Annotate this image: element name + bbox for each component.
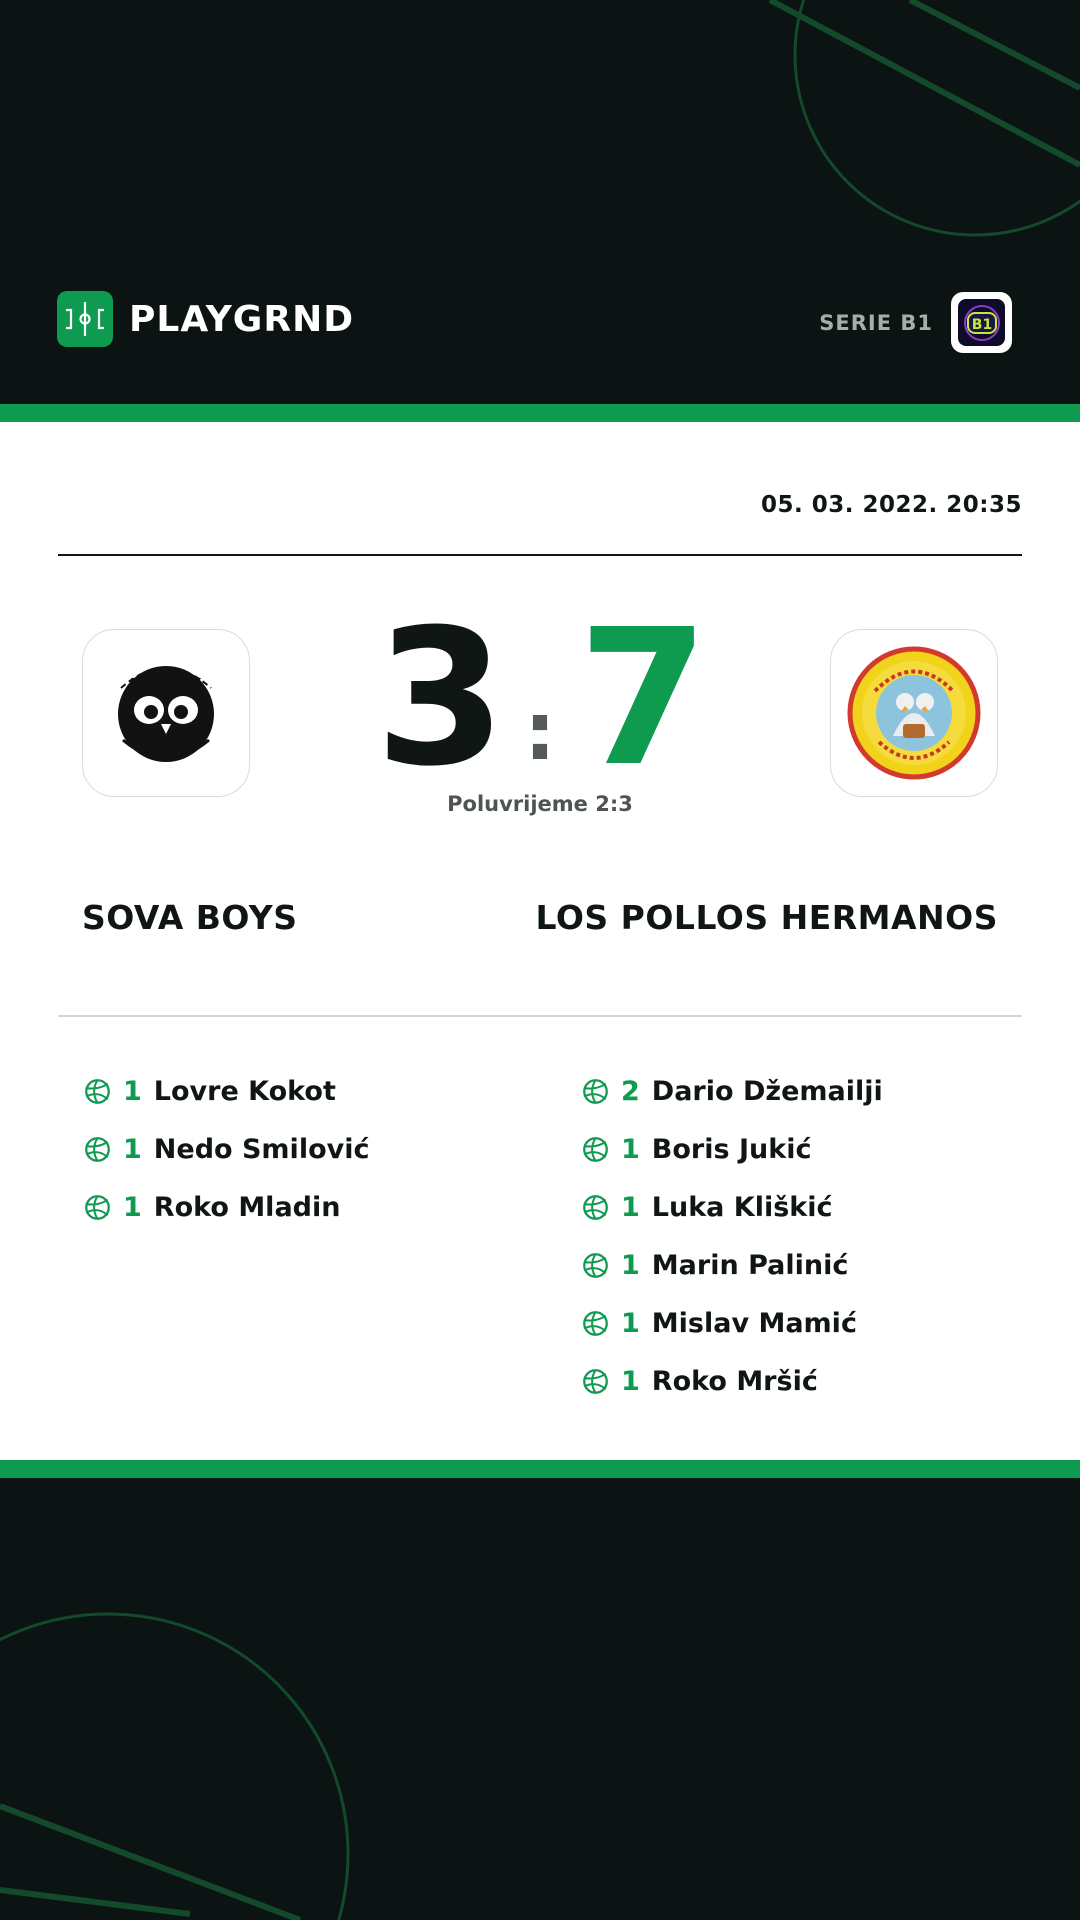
scorer-name: Dario Džemailji (651, 1075, 883, 1107)
ball-icon (582, 1368, 609, 1395)
scorer-item (582, 1062, 883, 1120)
scorer-item (582, 1294, 883, 1352)
away-team-logo (830, 629, 998, 797)
ball-icon (84, 1136, 111, 1163)
away-scorers-list (582, 1062, 883, 1410)
ball-icon (582, 1078, 609, 1105)
score-separator: : (524, 685, 556, 778)
away-team-name: LOS POLLOS HERMANOS (535, 898, 998, 937)
scorer-name: Marin Palinić (651, 1249, 849, 1281)
ball-icon (582, 1136, 609, 1163)
divider (58, 1015, 1022, 1017)
halftime-score: Poluvrijeme 2:3 (447, 792, 633, 816)
goal-count: 1 (621, 1307, 640, 1339)
match-card (0, 422, 1080, 1460)
ball-icon (84, 1194, 111, 1221)
match-datetime: 05. 03. 2022. 20:35 (761, 492, 1022, 518)
goal-count: 1 (123, 1133, 142, 1165)
home-scorers-list (84, 1062, 369, 1236)
scorer-item (582, 1120, 883, 1178)
home-team-name: SOVA BOYS (82, 898, 298, 937)
league-name: SERIE B1 (819, 310, 933, 335)
ball-icon (582, 1310, 609, 1337)
brand (57, 291, 354, 347)
ball-icon (582, 1252, 609, 1279)
goal-count: 2 (621, 1075, 640, 1107)
scorer-name: Nedo Smilović (153, 1133, 370, 1165)
league-badge-text: B1 (971, 316, 992, 333)
goal-count: 1 (621, 1191, 640, 1223)
goal-count: 1 (123, 1191, 142, 1223)
scorer-name: Lovre Kokot (153, 1075, 336, 1107)
scorer-name: Roko Mršić (651, 1365, 818, 1397)
scorer-item (84, 1120, 369, 1178)
ball-icon (84, 1078, 111, 1105)
scorer-item (84, 1178, 369, 1236)
scorer-name: Luka Kliškić (651, 1191, 833, 1223)
goal-count: 1 (621, 1365, 640, 1397)
home-score: 3 (375, 589, 502, 808)
pitch-icon (57, 291, 113, 347)
brand-name: PLAYGRND (129, 298, 355, 340)
divider (58, 554, 1022, 556)
accent-stripe-bottom (0, 1460, 1080, 1478)
scorer-name: Roko Mladin (153, 1191, 341, 1223)
scorer-item (582, 1352, 883, 1410)
scorer-name: Mislav Mamić (651, 1307, 857, 1339)
away-score: 7 (578, 589, 705, 808)
league (819, 291, 1012, 354)
league-badge (951, 292, 1012, 353)
scorer-name: Boris Jukić (651, 1133, 812, 1165)
ball-icon (582, 1194, 609, 1221)
background-decoration-top (0, 0, 1080, 420)
scorer-item (582, 1178, 883, 1236)
scorer-item (84, 1062, 369, 1120)
goal-count: 1 (621, 1249, 640, 1281)
accent-stripe-top (0, 404, 1080, 422)
scorer-item (582, 1236, 883, 1294)
goal-count: 1 (123, 1075, 142, 1107)
goal-count: 1 (621, 1133, 640, 1165)
background-decoration-bottom (0, 1478, 1080, 1920)
